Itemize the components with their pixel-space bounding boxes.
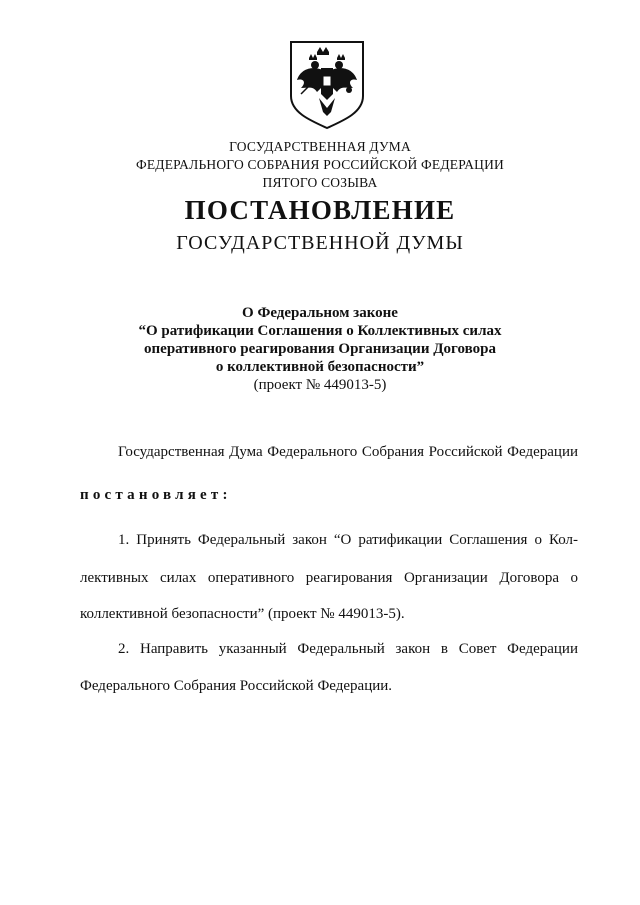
item-1-line-1: 1. Принять Федеральный закон “О ратификации Соглашения о Кол- bbox=[118, 532, 578, 548]
item-2-line-1: 2. Направить указанный Федеральный закон в Совет Федерации bbox=[118, 641, 578, 657]
project-number: (проект № 449013-5) bbox=[253, 377, 387, 393]
header-line-1: ГОСУДАРСТВЕННАЯ ДУМА bbox=[229, 139, 411, 154]
item-2-line-2: Федерального Собрания Российской Федерации. bbox=[80, 678, 393, 694]
coat-of-arms-icon bbox=[287, 38, 367, 130]
document-issuer: ГОСУДАРСТВЕННОЙ ДУМЫ bbox=[176, 232, 464, 254]
header-line-3: ПЯТОГО СОЗЫВА bbox=[262, 175, 378, 190]
subject-line-2: “О ратификации Соглашения о Коллективных силах bbox=[138, 323, 502, 339]
document-type-title: ПОСТАНОВЛЕНИЕ bbox=[184, 195, 456, 225]
item-1-line-2: лективных силах оперативного реагирования Организации Договора о bbox=[80, 570, 578, 586]
item-1-line-3: коллективной безопасности” (проект № 449013-5). bbox=[80, 606, 405, 622]
preamble-text: Государственная Дума Федерального Собрания Российской Федерации bbox=[118, 444, 578, 460]
subject-line-3: оперативного реагирования Организации Договора bbox=[144, 341, 496, 357]
resolves-keyword: постановляет: bbox=[80, 487, 232, 503]
subject-line-1: О Федеральном законе bbox=[242, 305, 398, 321]
header-line-2: ФЕДЕРАЛЬНОГО СОБРАНИЯ РОССИЙСКОЙ ФЕДЕРАЦИИ bbox=[136, 157, 504, 172]
subject-line-4: о коллективной безопасности” bbox=[215, 359, 425, 375]
